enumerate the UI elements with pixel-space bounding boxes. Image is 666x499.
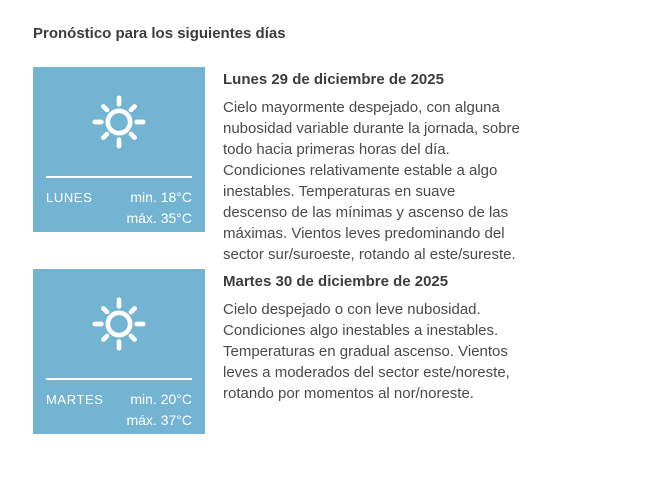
card-labels [33, 380, 205, 431]
card-icon-area [33, 269, 205, 378]
card-icon-area [33, 67, 205, 176]
min-temp-label: min. 18°C [130, 189, 192, 205]
min-temp-label: min. 20°C [130, 391, 192, 407]
day-name-label: LUNES [46, 190, 93, 205]
forecast-text-column [223, 67, 523, 265]
temperature-labels [126, 389, 192, 431]
forecast-day-card [33, 67, 205, 232]
forecast-text-column [223, 269, 523, 404]
forecast-row [33, 67, 666, 265]
sun-icon [88, 91, 150, 153]
forecast-day-card [33, 269, 205, 434]
max-temp-label: máx. 35°C [126, 210, 192, 226]
forecast-description: Cielo mayormente despejado, con alguna nubosidad variable durante la jornada, sobre todo hacia primeras horas del día. Condiciones relativamente estable a algo inestables. Temperaturas en suave descenso de las mínimas y ascenso de las máximas. Vientos leves predominando del sector sur/suroeste, rotando al este/sureste. [223, 99, 520, 263]
forecast-row [33, 269, 666, 434]
card-labels [33, 178, 205, 229]
sun-icon [88, 293, 150, 355]
day-name-label: MARTES [46, 392, 104, 407]
forecast-date-title: Lunes 29 de diciembre de 2025 [223, 71, 444, 88]
temperature-labels [126, 187, 192, 229]
forecast-heading: Pronóstico para los siguientes días [33, 25, 286, 42]
max-temp-label: máx. 37°C [126, 412, 192, 428]
forecast-description: Cielo despejado o con leve nubosidad. Condiciones algo inestables a inestables. Temperaturas en gradual ascenso. Vientos leves a moderados del sector este/noreste, rotando por momentos al nor/noreste. [223, 301, 510, 402]
forecast-date-title: Martes 30 de diciembre de 2025 [223, 273, 449, 290]
